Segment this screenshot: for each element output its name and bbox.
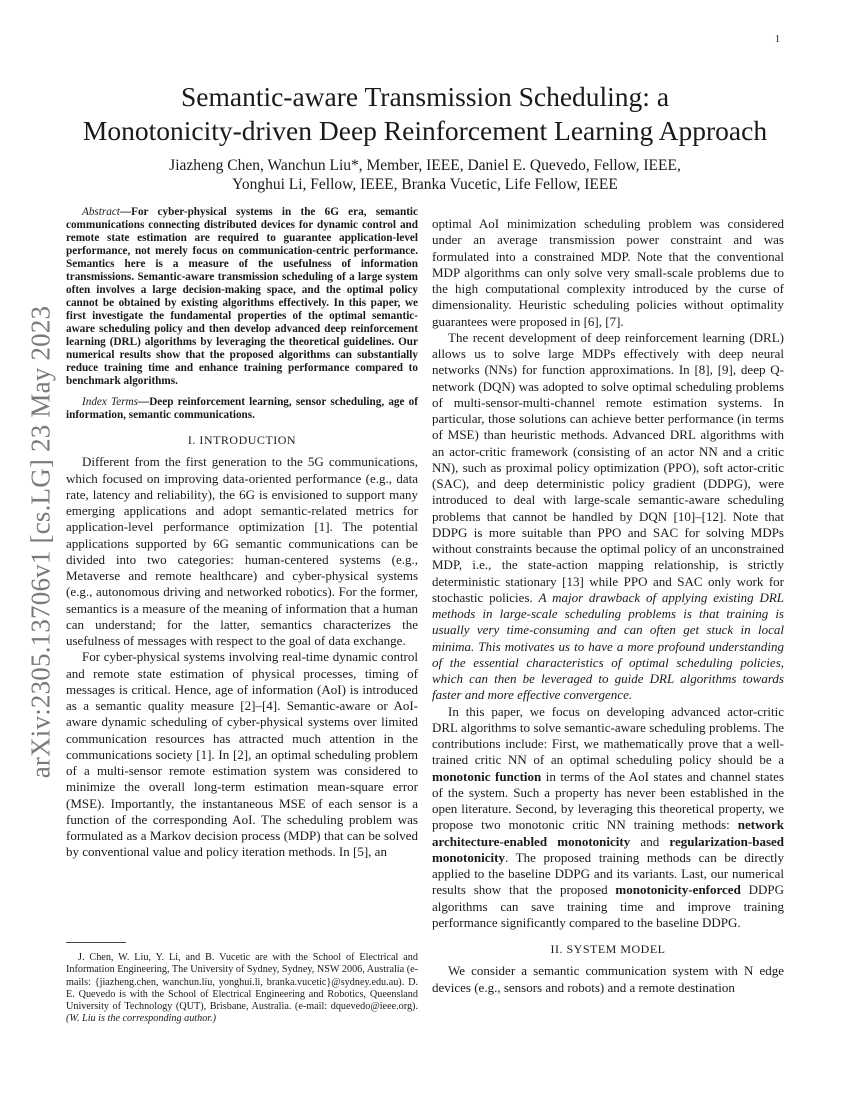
index-terms-label: Index Terms: [82, 396, 138, 408]
contributions-paragraph: [432, 704, 784, 932]
left-column: [66, 206, 418, 861]
system-model-paragraph-1: We consider a semantic communication system with N edge devices (e.g., sensors and robots) and a remote destination: [432, 963, 784, 995]
title-line-1: Semantic-aware Transmission Scheduling: a: [180, 81, 670, 112]
intro-paragraph-2: For cyber-physical systems involving real-time dynamic control and remote state estimation of physical processes, timing of messages is critical. Hence, age of information (AoI) is introduced as a semantic quality measure [2]–[4]. Semantic-aware or AoI-aware dynamic scheduling of cyber-physical systems over limited communication resources has attracted much attention in the communications society [1]. In [2], an optimal scheduling problem of a multi-sensor remote estimation system was considered to minimize the overall long-term estimation mean-square error (MSE). Importantly, the instantaneous MSE of each sensor is a function of the corresponding AoI. The scheduling problem was formulated as a Markov decision process (MDP) that can be solved by conventional value and policy iteration methods. In [5], an: [66, 649, 418, 860]
contrib-text-a: In this paper, we focus on developing advanced actor-critic DRL algorithms to solve semantic-aware scheduling problems. The contributions include: First, we mathematically prove that a well-trained critic NN of an optimal scheduling policy should be a: [432, 703, 784, 768]
abstract-text: —For cyber-physical systems in the 6G era, semantic communications connecting distributed devices for dynamic control and remote state estimation are required to guarantee application-level performance, not merely focus on communication-centric performance. Semantics here is a measure of the usefulness of information transmissions. Semantic-aware transmission scheduling of a large system often involves a large decision-making space, and the optimal policy cannot be obtained by existing algorithms effectively. In this paper, we first investigate the fundamental properties of the optimal semantic-aware scheduling policy and then develop advanced deep reinforcement learning (DRL) algorithms by leveraging the theoretical guidelines. Our numerical results show that the proposed algorithms can substantially reduce training time and enhance training performance compared to benchmark algorithms.: [66, 206, 418, 387]
right-column: [432, 216, 784, 996]
contrib-bold-regularization: regularization-based monotonicity: [432, 833, 785, 865]
author-list: [70, 156, 780, 194]
footnote: [66, 952, 418, 1026]
contrib-bold-monotonic-function: monotonic function: [432, 768, 542, 784]
right-paragraph-2: [432, 330, 784, 704]
abstract-label: Abstract: [82, 206, 120, 218]
contrib-bold-monotonicity-enforced: monotonicity-enforced: [615, 882, 741, 898]
arxiv-id: arXiv:2305.13706v1 [cs.LG] 23 May 2023: [25, 305, 56, 779]
contrib-text-d: and: [640, 833, 660, 849]
title-line-2: Monotonicity-driven Deep Reinforcement Learning Approach: [82, 115, 768, 146]
paper-title: [60, 80, 790, 148]
index-terms: [66, 396, 418, 422]
right-paragraph-2-text: The recent development of deep reinforcement learning (DRL) allows us to solve large MDPs effectively with deep neural networks (NNs) for function approximations. In [8], [9], deep Q-network (DQN) was adopted to solve optimal scheduling problems of multi-sensor-multi-channel remote estimation systems. In particular, those solutions can achieve better performance (in terms of MSE) than heuristic methods. Advanced DRL algorithms with an actor-critic framework (consisting of an actor NN and a critic NN), such as proximal policy optimization (PPO), soft actor-critic (SAC), and deep deterministic policy gradient (DDPG), were introduced to deal with large-scale semantic-aware scheduling problems that cannot be handled by DQN [10]–[12]. Note that DDPG is more suitable than PPO and SAC for solving MDPs without constraints because the optimal policy of an unconstrained MDP, i.e., the state-action mapping relationship, is strictly deterministic stationary [13] while PPO and SAC only work for stochastic policies.: [432, 329, 784, 605]
authors-line-1: Jiazheng Chen, Wanchun Liu*, Member, IEEE, Daniel E. Quevedo, Fellow, IEEE,: [169, 157, 681, 174]
footnote-text: J. Chen, W. Liu, Y. Li, and B. Vucetic are with the School of Electrical and Information Engineering, The University of Sydney, Sydney, NSW 2006, Australia (e-mails: {jiazheng.chen, wanchun.liu, yonghui.li, branka.vucetic}@sydney.edu.au). D. E. Quevedo is with the School of Electrical Engineering and Robotics, Queensland University of Technology (QUT), Brisbane, Australia. (e-mail: dquevedo@ieee.org).: [66, 952, 418, 1013]
intro-paragraph-1: Different from the first generation to the 5G communications, which focused on improving data-oriented performance (e.g., data rate, latency and reliability), the 6G is envisioned to support many emerging applications and adopt semantic-related metrics for application-level performance optimization [1]. The potential applications supported by 6G semantic communications can be divided into two categories: human-centered systems (e.g., Metaverse and remote healthcare) and cyber-physical systems (e.g., autonomous driving and networked robotics). For the former, semantics is a measure of the meaning of information that a human can understand; for the latter, semantics characterizes the usefulness of messages with respect to the goal of data exchange.: [66, 454, 418, 648]
contrib-bold-network-architecture: network architecture-enabled monotonicity: [432, 817, 785, 849]
arxiv-watermark: [26, 252, 56, 832]
contrib-text-f: DDPG algorithms can save training time and improve training performance significantly compared to the baseline DDPG.: [432, 882, 785, 930]
page-number: 1: [775, 34, 780, 45]
right-paragraph-1: optimal AoI minimization scheduling problem was considered under an average transmission power constraint and was formulated into a constrained MDP. Note that the conventional MDP algorithms can only solve very small-scale problems due to the high computational complexity introduced by the curse of dimensionality. Heuristic scheduling policies without optimality guarantees were proposed in [6], [7].: [432, 216, 784, 329]
footnote-divider: [66, 942, 126, 943]
contrib-text-e: . The proposed training methods can be directly applied to the baseline DDPG and its variants. Last, our numerical results show that the proposed: [432, 849, 784, 898]
footnote-italic: (W. Liu is the corresponding author.): [66, 1013, 217, 1025]
contrib-text-c: in terms of the AoI states and channel states of the system. Such a property has never been established in the open literature. Second, by leveraging this theoretical property, we propose two monotonic critic NN training methods:: [432, 768, 785, 833]
right-paragraph-2-italic: A major drawback of applying existing DRL methods in large-scale scheduling problems is that training is usually very time-consuming and can often get stuck in local minima. This motivates us to have a more profound understanding of the essential characteristics of optimal scheduling policies, which can then be leveraged to guide DRL algorithms towards faster and more effective convergence.: [432, 589, 785, 703]
authors-line-2: Yonghui Li, Fellow, IEEE, Branka Vucetic, Life Fellow, IEEE: [232, 176, 618, 193]
section-heading-system-model: II. SYSTEM MODEL: [550, 942, 666, 956]
index-terms-text: —Deep reinforcement learning, sensor scheduling, age of information, semantic communications.: [66, 396, 418, 421]
section-heading-introduction: I. INTRODUCTION: [187, 433, 297, 447]
abstract: [66, 206, 418, 388]
